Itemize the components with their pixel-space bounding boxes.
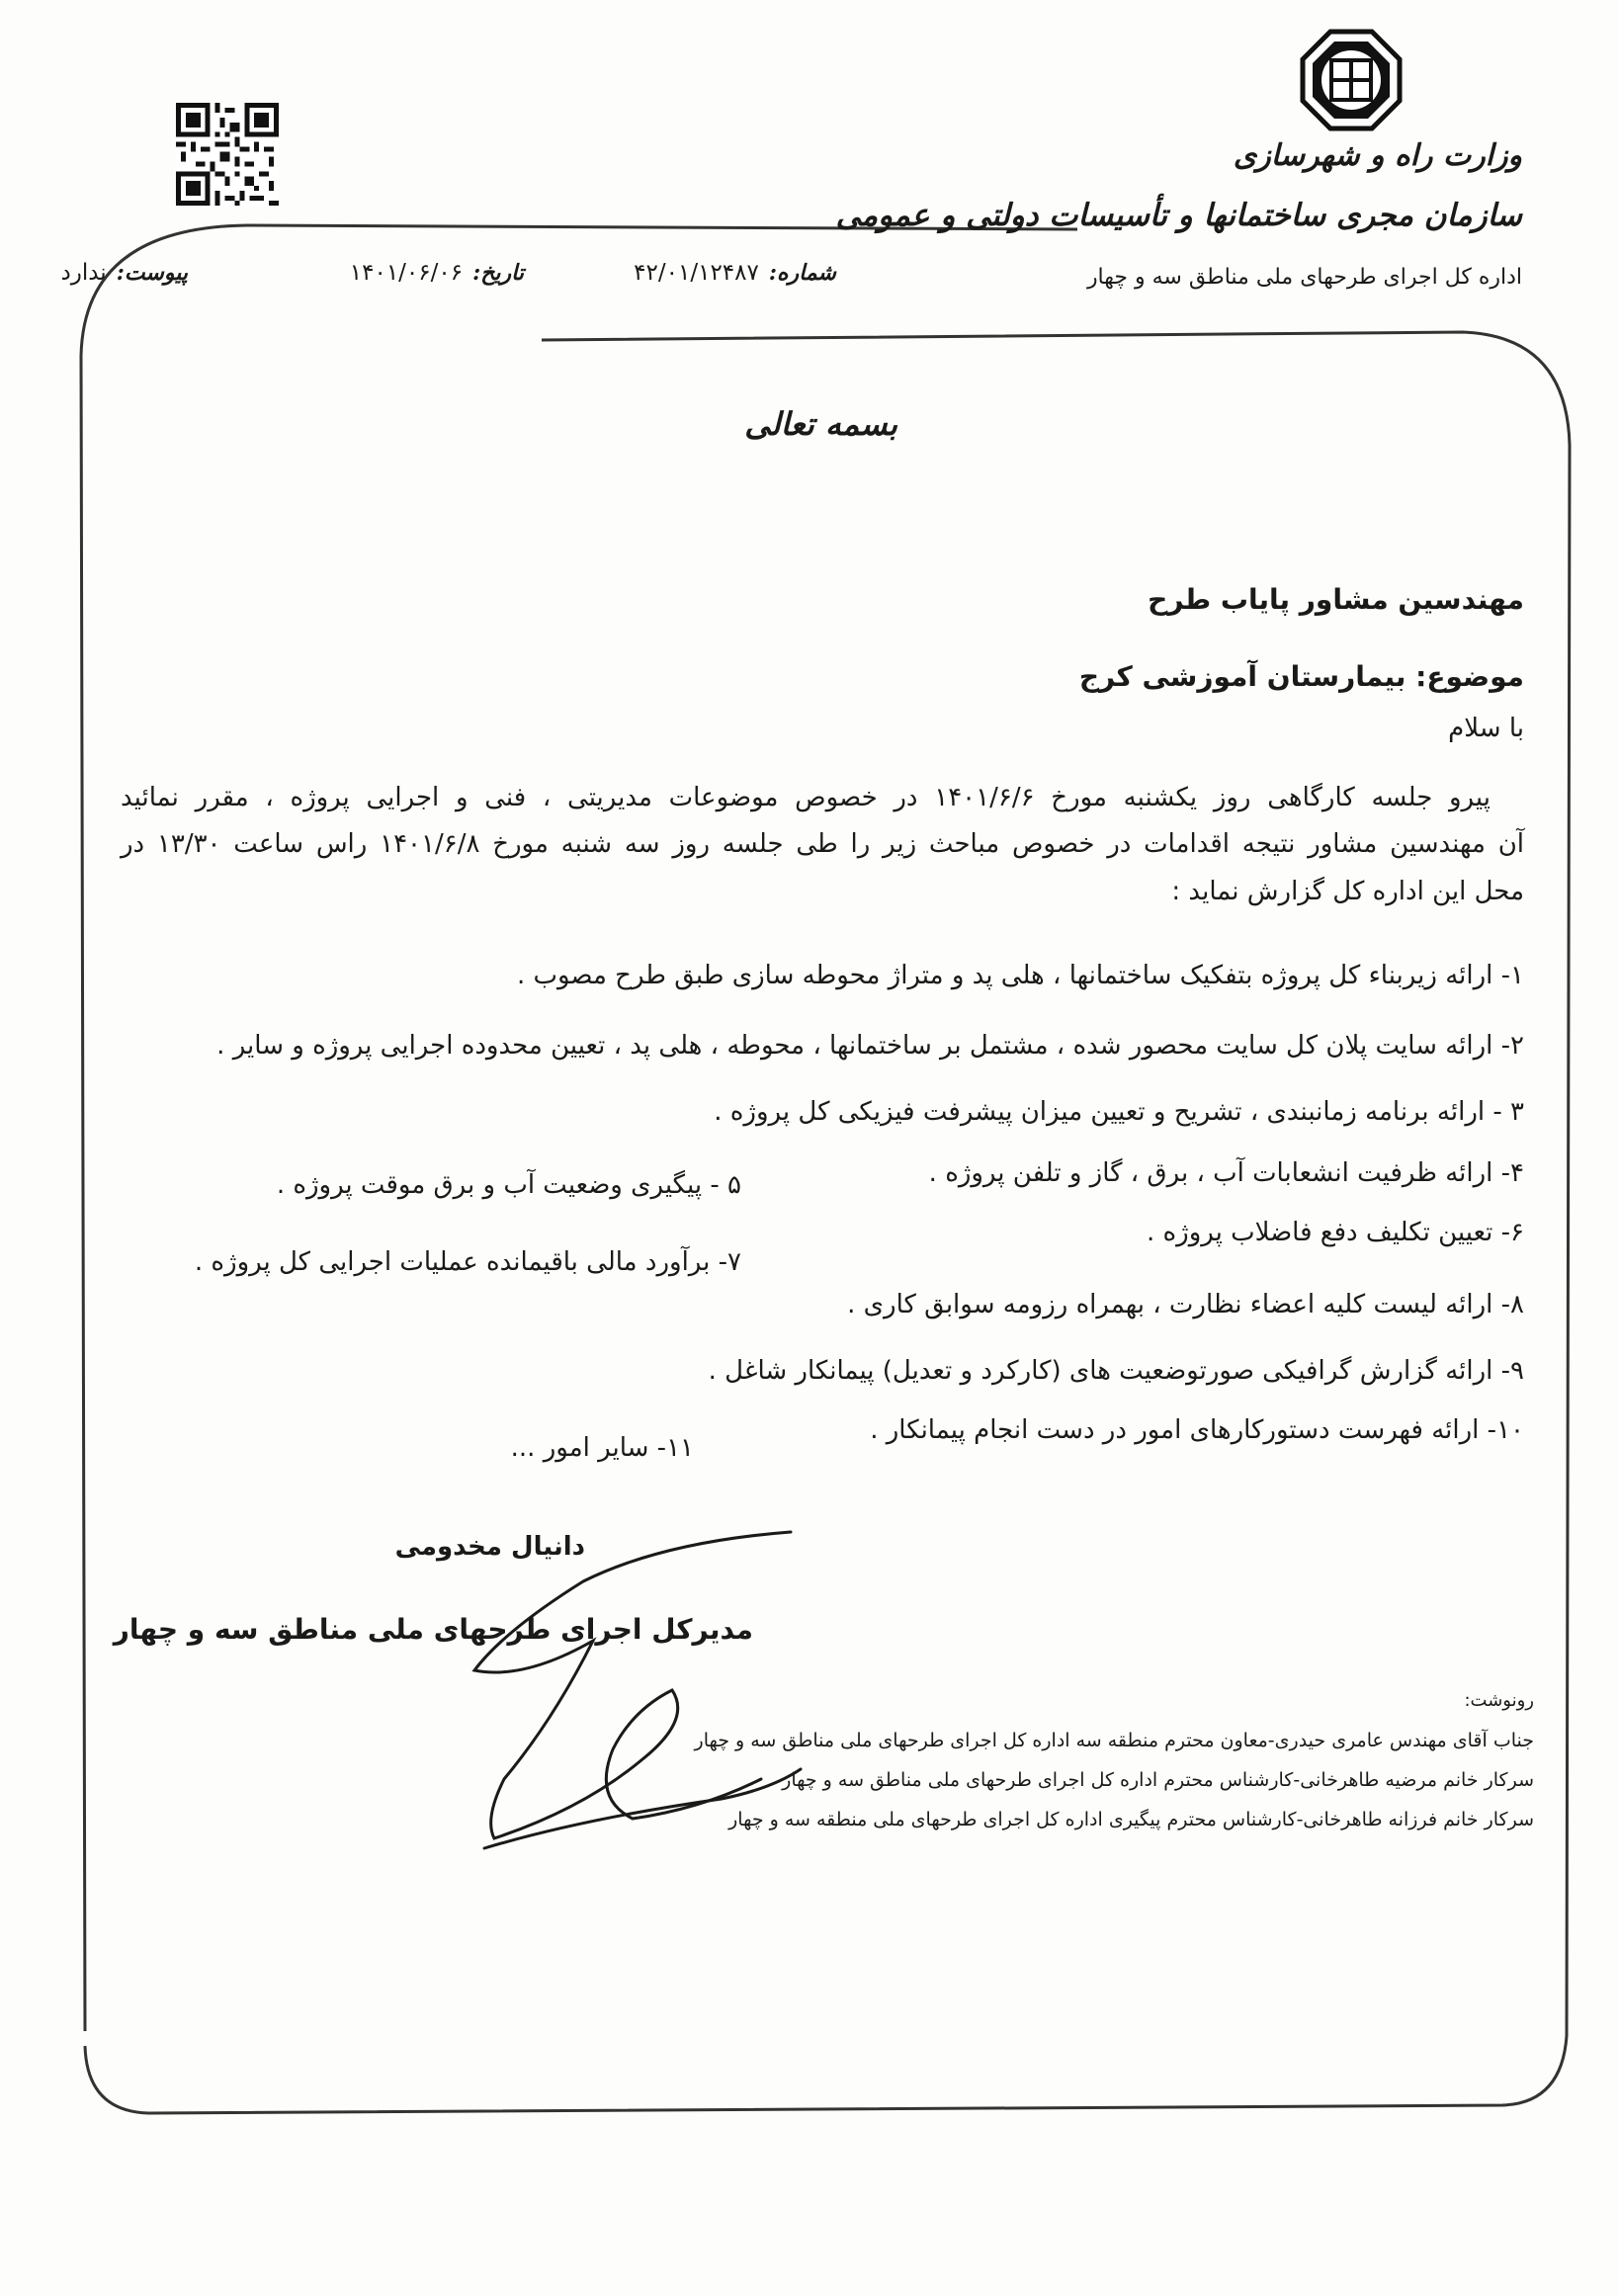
organization-name: سازمان مجری ساختمانها و تأسیسات دولتی و عمومی [835, 198, 1522, 233]
basmala: بسمه تعالی [744, 405, 897, 443]
list-item: ۶- تعیین تکلیف دفع فاضلاب پروژه . [1146, 1218, 1524, 1247]
letter-date [350, 260, 524, 286]
ministry-logo [1299, 28, 1404, 132]
list-item: ۹- ارائه گزارش گرافیکی صورتوضعیت های (کارکرد و تعدیل) پیمانکار شاغل . [708, 1356, 1524, 1386]
recipient: مهندسین مشاور پایاب طرح [1148, 583, 1524, 616]
list-item: ۷- برآورد مالی باقیمانده عملیات اجرایی کل پروژه . [194, 1247, 741, 1277]
paragraph-line: آن مهندسین مشاور نتیجه اقدامات در خصوص مباحث زیر را طی جلسه روز سه شنبه مورخ ۱۴۰۱/۶/۸ راس ساعت ۱۳/۳۰ در [121, 829, 1525, 859]
signer-name: دانیال مخدومی [394, 1532, 585, 1562]
list-item: ۱۰- ارائه فهرست دستورکارهای امور در دست انجام پیمانکار . [870, 1415, 1524, 1445]
paragraph-line: محل این اداره کل گزارش نماید : [1171, 877, 1524, 906]
subject: موضوع: بیمارستان آموزشی کرج [1078, 660, 1524, 693]
attachment-value: ندارد [60, 260, 107, 286]
date-value: ۱۴۰۱/۰۶/۰۶ [349, 260, 464, 286]
list-item: ۲- ارائه سایت پلان کل سایت محصور شده ، مشتمل بر ساختمانها ، محوطه ، هلی پد ، تعیین محدوده اجرایی پروژه و سایر . [216, 1031, 1524, 1061]
cc-line: سرکار خانم فرزانه طاهرخانی-کارشناس محترم پیگیری اداره کل اجرای طرحهای ملی منطقه سه و چهار [728, 1809, 1534, 1830]
list-item: ۵ - پیگیری وضعیت آب و برق موقت پروژه . [276, 1170, 741, 1200]
list-item: ۱۱- سایر امور ... [510, 1433, 694, 1463]
attachment-label: پیوست: [116, 260, 188, 286]
qr-code [176, 103, 279, 206]
number-value: ۴۲/۰۱/۱۲۴۸۷ [634, 260, 759, 286]
ministry-name: وزارت راه و شهرسازی [1233, 138, 1522, 173]
list-item: ۴- ارائه ظرفیت انشعابات آب ، برق ، گاز و تلفن پروژه . [928, 1158, 1524, 1188]
letter-attachment [60, 260, 188, 286]
list-item: ۸- ارائه لیست کلیه اعضاء نظارت ، بهمراه رزومه سوابق کاری . [847, 1290, 1524, 1319]
date-label: تاریخ: [472, 260, 524, 286]
number-label: شماره: [768, 260, 836, 286]
cc-heading: رونوشت: [1464, 1690, 1534, 1711]
signer-title: مدیرکل اجرای طرحهای ملی مناطق سه و چهار [113, 1613, 753, 1646]
list-item: ۳ - ارائه برنامه زمانبندی ، تشریح و تعیین میزان پیشرفت فیزیکی کل پروژه . [714, 1097, 1524, 1127]
list-item: ۱- ارائه زیربناء کل پروژه بتفکیک ساختمانها ، هلی پد و متراژ محوطه سازی طبق طرح مصوب . [516, 961, 1524, 990]
department-name: اداره کل اجرای طرحهای ملی مناطق سه و چهار [1086, 265, 1522, 290]
paragraph-line: پیرو جلسه کارگاهی روز یکشنبه مورخ ۱۴۰۱/۶/۶ در خصوص موضوعات مدیریتی ، فنی و اجرایی پروژه ، مقرر نمائید [121, 783, 1491, 812]
greeting: با سلام [1448, 714, 1524, 743]
cc-line: جناب آقای مهندس عامری حیدری-معاون محترم منطقه سه اداره کل اجرای طرحهای ملی مناطق سه و چهار [694, 1730, 1534, 1751]
cc-line: سرکار خانم مرضیه طاهرخانی-کارشناس محترم اداره کل اجرای طرحهای ملی مناطق سه و چهار [782, 1769, 1534, 1791]
letter-number [634, 260, 836, 286]
